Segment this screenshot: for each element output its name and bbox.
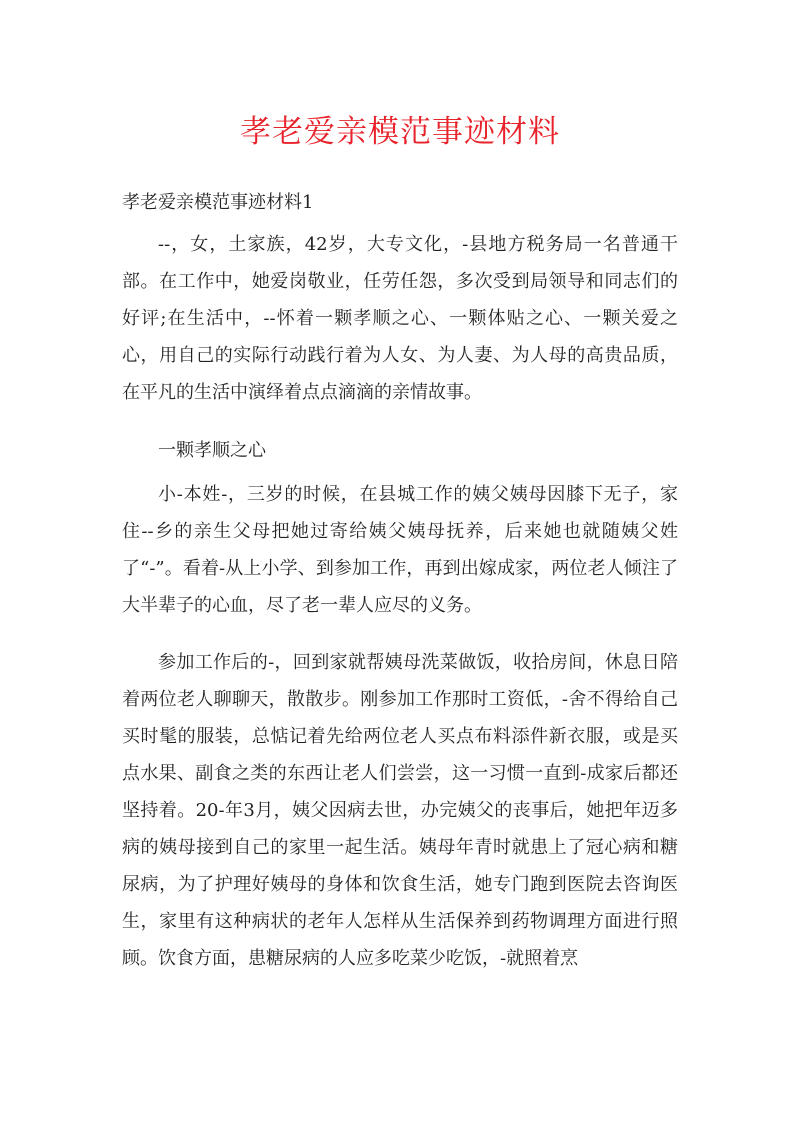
section-heading: 一颗孝顺之心 xyxy=(158,440,266,461)
paragraph-work-and-care: 参加工作后的-，回到家就帮姨母洗菜做饭，收拾房间，休息日陪着两位老人聊聊天，散散步。刚参加工作那时工资低，-舍不得给自己买时髦的服装，总惦记着先给两位老人买点布料添件新衣服，或是买点水果、副食之类的东西让老人们尝尝，这一习惯一直到-成家后都还坚持着。20-年3月，姨父因病去世，办完姨父的丧事后，她把年迈多病的姨母接到自己的家里一起生活。姨母年青时就患上了冠心病和糖尿病，为了护理好姨母的身体和饮食生活，她专门跑到医院去咨询医生，家里有这种病状的老年人怎样从生活保养到药物调理方面进行照顾。饮食方面，患糖尿病的人应多吃菜少吃饭，-就照着烹 xyxy=(122,652,678,969)
paragraph-intro: --，女，土家族，42岁，大专文化，-县地方税务局一名普通干部。在工作中，她爱岗敬业，任劳任怨，多次受到局领导和同志们的好评;在生活中，--怀着一颗孝顺之心、一颗体贴之心、一颗关爱之心，用自己的实际行动践行着为人女、为人妻、为人母的高贵品质，在平凡的生活中演绎着点点滴滴的亲情故事。 xyxy=(122,234,678,403)
document-title: 孝老爱亲模范事迹材料 xyxy=(240,114,560,150)
document-subtitle: 孝老爱亲模范事迹材料1 xyxy=(122,192,314,213)
paragraph-childhood: 小-本姓-，三岁的时候，在县城工作的姨父姨母因膝下无子，家住--乡的亲生父母把她过寄给姨父姨母抚养，后来她也就随姨父姓了“-”。看着-从上小学、到参加工作，再到出嫁成家，两位老人倾注了大半辈子的心血，尽了老一辈人应尽的义务。 xyxy=(122,484,678,616)
